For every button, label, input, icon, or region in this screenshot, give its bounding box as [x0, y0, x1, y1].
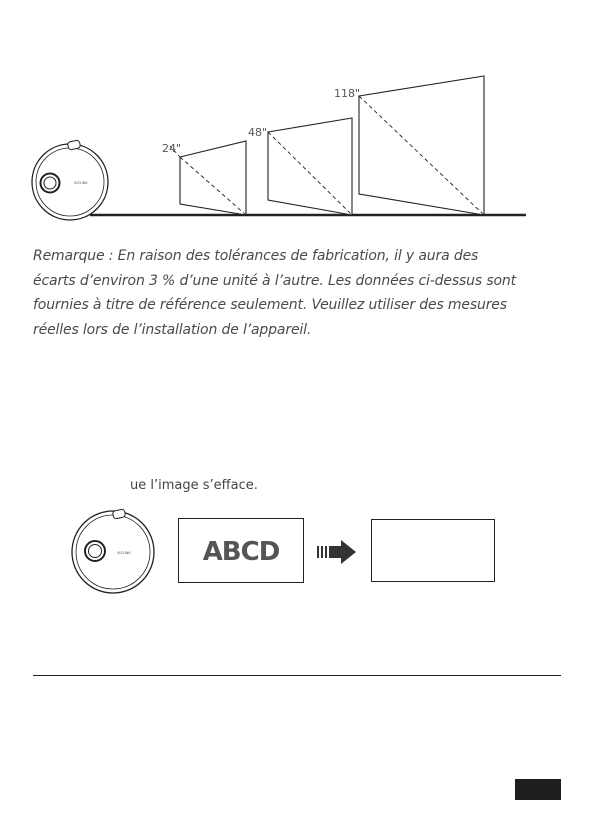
device-brand-label: VIZLINK [74, 181, 88, 185]
fade-arrow-icon [317, 540, 356, 564]
note-line-1: Remarque : En raison des tolérances de fabrication, il y aura des [33, 248, 479, 264]
manufacturing-note [33, 244, 563, 342]
note-line-2: écarts d’environ 3 % d’une unité à l’autre. Les données ci-dessus sont [33, 272, 516, 289]
size-label-24: 24" [162, 142, 182, 155]
section-divider [33, 675, 561, 676]
device-brand-label-2: VIZLINK [117, 551, 131, 555]
screen-with-image [178, 518, 304, 583]
projector-device-icon-2 [72, 509, 154, 593]
screen-48 [248, 118, 352, 215]
page-number-tab [515, 779, 561, 800]
screen-118 [334, 76, 484, 215]
note-line-3: fournies à titre de référence seulement. Veuillez utiliser des mesures [33, 297, 507, 313]
screen-image-text: ABCD [202, 537, 280, 567]
size-label-48: 48" [248, 126, 268, 139]
fade-instruction-text: ue l’image s’efface. [130, 478, 258, 493]
size-label-118: 118" [334, 87, 361, 100]
blank-screen [371, 519, 495, 582]
screen-24 [162, 141, 246, 215]
note-line-4: réelles lors de l’installation de l’appareil. [33, 321, 312, 338]
projector-device-icon [32, 140, 108, 220]
